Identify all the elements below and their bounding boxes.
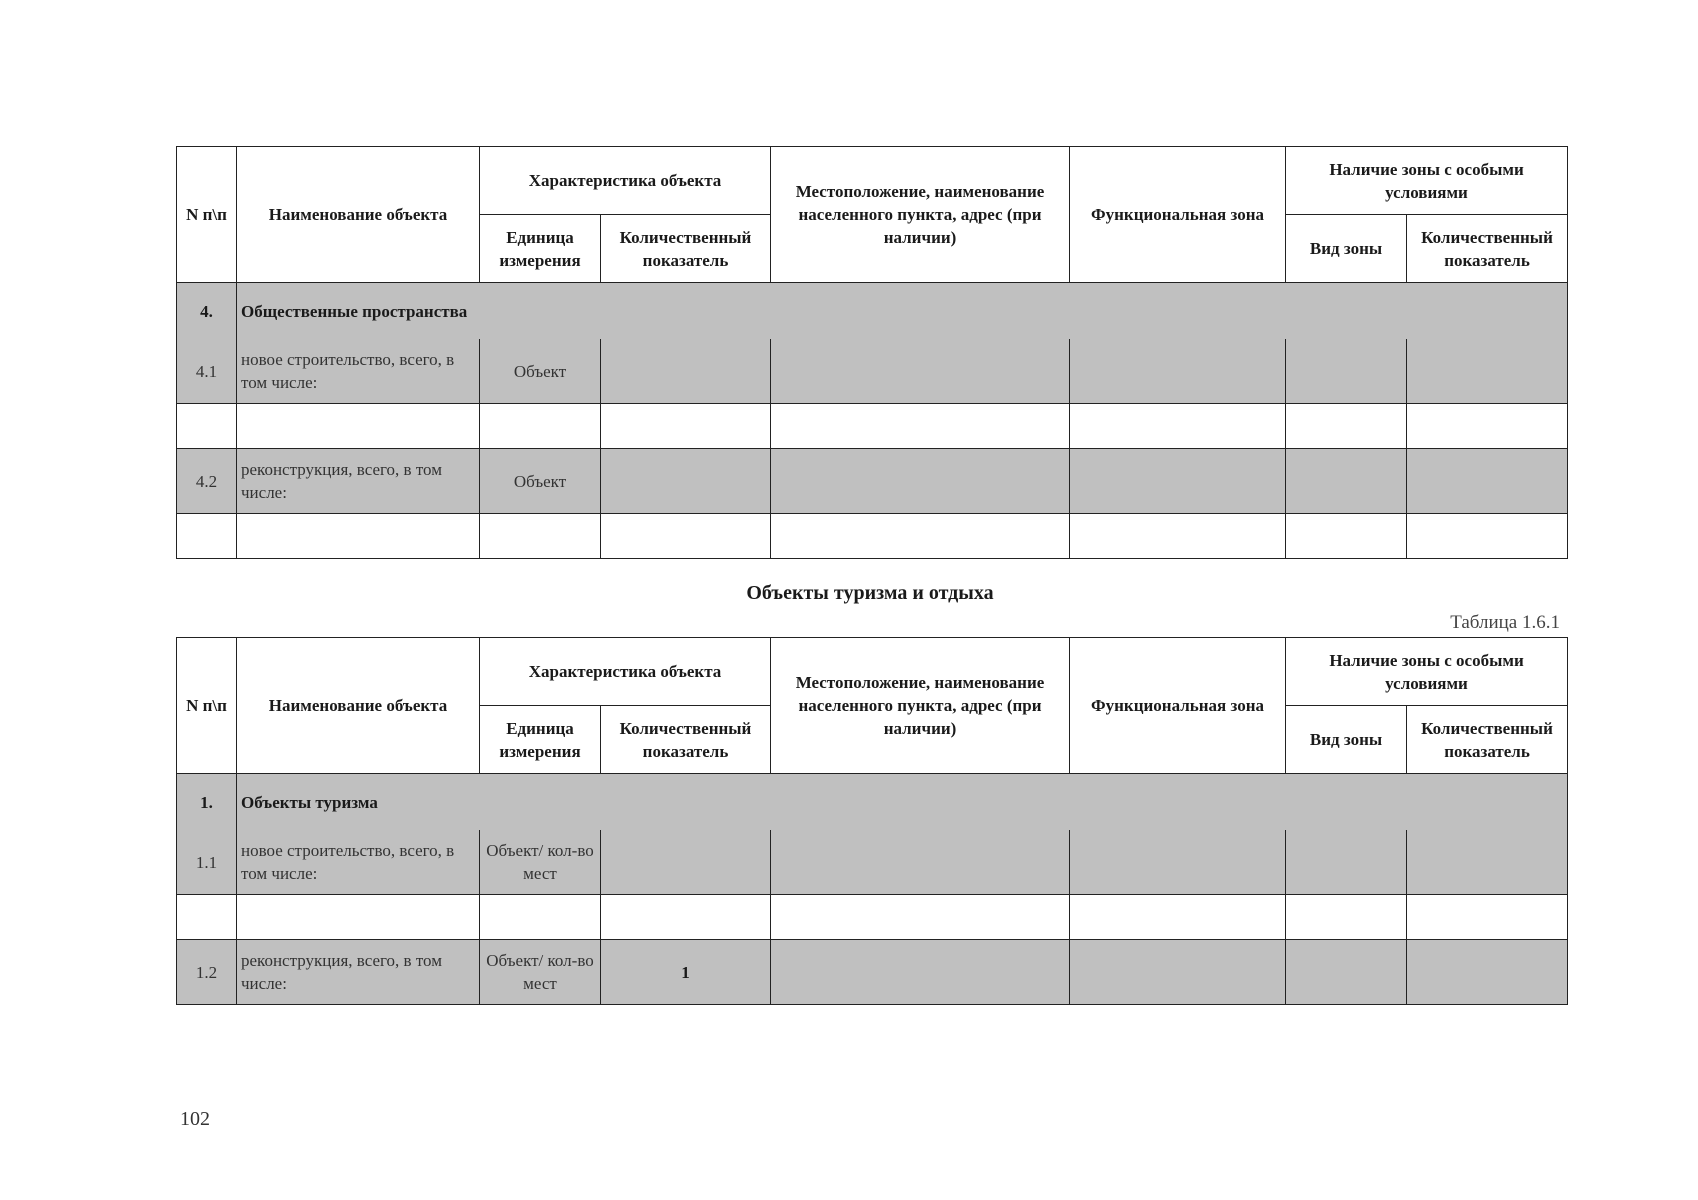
row-num: 1.1 (177, 830, 237, 895)
row-unit: Объект/ кол-во мест (480, 940, 601, 1005)
empty-cell (1407, 404, 1568, 449)
empty-cell (480, 404, 601, 449)
row-zone-quantity (1407, 339, 1568, 404)
section-title: Объекты туризма и отдыха (746, 582, 994, 604)
empty-cell (771, 895, 1070, 940)
empty-cell (177, 895, 237, 940)
table-row (177, 339, 1568, 404)
empty-cell (177, 404, 237, 449)
header-special-zone: Наличие зоны с особыми условиями (1286, 638, 1568, 706)
empty-cell (601, 404, 771, 449)
empty-cell (177, 514, 237, 559)
row-location (771, 449, 1070, 514)
row-zone-type (1286, 830, 1407, 895)
row-quantity (601, 830, 771, 895)
row-name: новое строительство, всего, в том числе: (237, 830, 480, 895)
row-name: реконструкция, всего, в том числе: (237, 940, 480, 1005)
row-location (771, 830, 1070, 895)
empty-row (177, 514, 1568, 559)
header-functional-zone: Функциональная зона (1070, 638, 1286, 774)
empty-cell (1070, 514, 1286, 559)
empty-cell (1286, 404, 1407, 449)
row-quantity (601, 449, 771, 514)
row-unit: Объект (480, 339, 601, 404)
row-zone-quantity (1407, 449, 1568, 514)
row-zone-quantity (1407, 830, 1568, 895)
row-quantity: 1 (601, 940, 771, 1005)
empty-cell (1070, 895, 1286, 940)
empty-row (177, 895, 1568, 940)
header-zone-type: Вид зоны (1286, 706, 1407, 774)
header-num: N п\п (177, 638, 237, 774)
table-row (177, 830, 1568, 895)
header-quantity: Количественный показатель (601, 706, 771, 774)
row-zone-type (1286, 449, 1407, 514)
section-row (177, 283, 1568, 340)
table-public-spaces (176, 146, 1568, 559)
header-num: N п\п (177, 147, 237, 283)
header-zone-quantity: Количественный показатель (1407, 215, 1568, 283)
row-quantity (601, 339, 771, 404)
row-functional-zone (1070, 449, 1286, 514)
page-number: 102 (180, 1108, 210, 1130)
row-unit: Объект/ кол-во мест (480, 830, 601, 895)
table-row (177, 449, 1568, 514)
section-row (177, 774, 1568, 831)
header-characteristics: Характеристика объекта (480, 147, 771, 215)
header-zone-type: Вид зоны (1286, 215, 1407, 283)
row-zone-type (1286, 940, 1407, 1005)
section-num: 1. (177, 774, 237, 831)
row-num: 1.2 (177, 940, 237, 1005)
section-name: Общественные пространства (237, 283, 1568, 340)
row-functional-zone (1070, 339, 1286, 404)
row-location (771, 940, 1070, 1005)
empty-cell (1407, 514, 1568, 559)
empty-cell (480, 895, 601, 940)
empty-cell (1407, 895, 1568, 940)
empty-cell (1286, 514, 1407, 559)
empty-cell (771, 514, 1070, 559)
header-name: Наименование объекта (237, 147, 480, 283)
row-location (771, 339, 1070, 404)
header-location: Местоположение, наименование населенного пункта, адрес (при наличии) (771, 638, 1070, 774)
empty-cell (1070, 404, 1286, 449)
row-zone-quantity (1407, 940, 1568, 1005)
header-unit: Единица измерения (480, 215, 601, 283)
empty-cell (601, 514, 771, 559)
table-row (177, 940, 1568, 1005)
table-number: Таблица 1.6.1 (1450, 612, 1560, 633)
empty-cell (1286, 895, 1407, 940)
row-zone-type (1286, 339, 1407, 404)
row-name: реконструкция, всего, в том числе: (237, 449, 480, 514)
table-tourism (176, 637, 1568, 1005)
row-functional-zone (1070, 940, 1286, 1005)
empty-cell (480, 514, 601, 559)
header-quantity: Количественный показатель (601, 215, 771, 283)
empty-cell (237, 895, 480, 940)
section-name: Объекты туризма (237, 774, 1568, 831)
header-functional-zone: Функциональная зона (1070, 147, 1286, 283)
section-num: 4. (177, 283, 237, 340)
empty-cell (601, 895, 771, 940)
row-unit: Объект (480, 449, 601, 514)
row-functional-zone (1070, 830, 1286, 895)
row-num: 4.2 (177, 449, 237, 514)
header-name: Наименование объекта (237, 638, 480, 774)
header-characteristics: Характеристика объекта (480, 638, 771, 706)
empty-cell (771, 404, 1070, 449)
header-special-zone: Наличие зоны с особыми условиями (1286, 147, 1568, 215)
row-name: новое строительство, всего, в том числе: (237, 339, 480, 404)
header-unit: Единица измерения (480, 706, 601, 774)
empty-row (177, 404, 1568, 449)
empty-cell (237, 404, 480, 449)
row-num: 4.1 (177, 339, 237, 404)
empty-cell (237, 514, 480, 559)
header-location: Местоположение, наименование населенного пункта, адрес (при наличии) (771, 147, 1070, 283)
header-zone-quantity: Количественный показатель (1407, 706, 1568, 774)
